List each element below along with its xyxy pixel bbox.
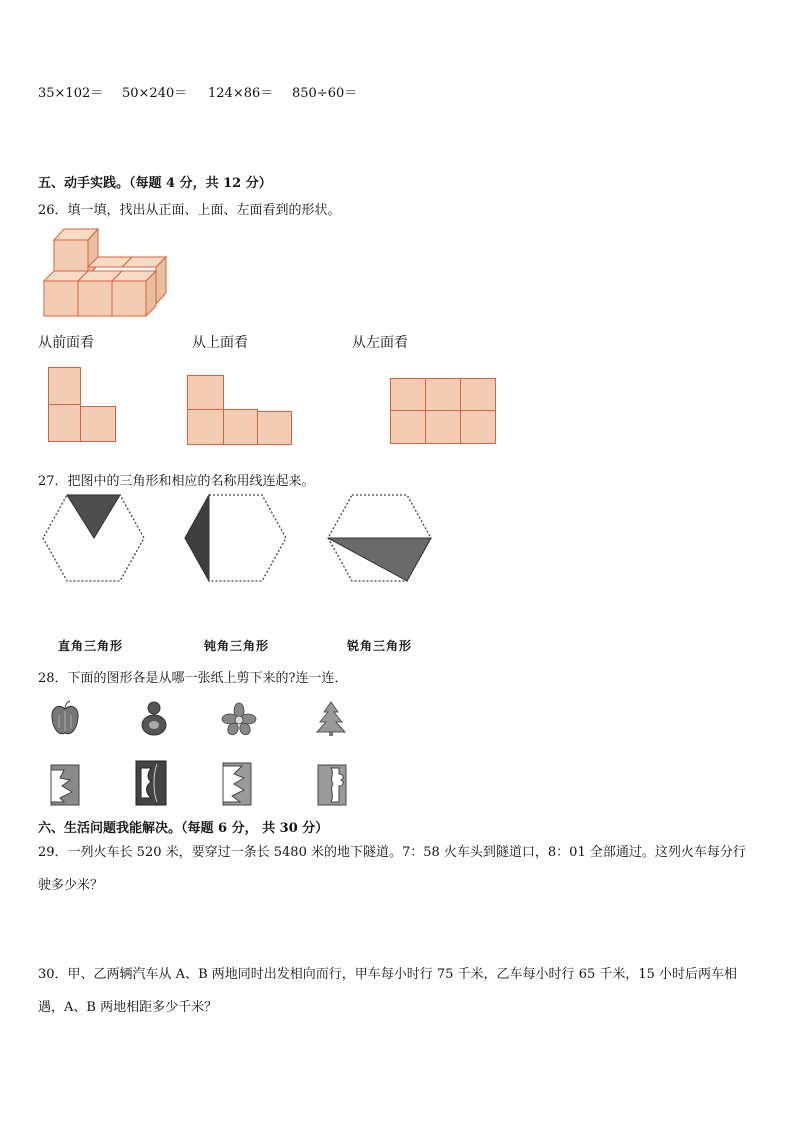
q27-text: 27．把图中的三角形和相应的名称用线连起来。 xyxy=(38,474,315,489)
label-acute-triangle: 锐角三角形 xyxy=(347,639,413,653)
label-right-triangle: 直角三角形 xyxy=(58,639,124,653)
left-view-shape xyxy=(390,378,498,446)
view-label-top: 从上面看 xyxy=(192,335,248,351)
view-label-front: 从前面看 xyxy=(38,335,94,351)
calc-item-1: 35×102＝ xyxy=(38,86,104,101)
label-obtuse-triangle: 钝角三角形 xyxy=(204,639,270,653)
section6-heading: 六、生活问题我能解决。（每题 6 分， 共 30 分） xyxy=(38,821,329,836)
top-view-shape xyxy=(187,375,295,447)
cube-stack-figure xyxy=(40,225,175,320)
q28-text: 28．下面的图形各是从哪一张纸上剪下来的?连一连． xyxy=(38,671,348,686)
paper-cut-2-icon xyxy=(135,760,167,806)
q26-text: 26．填一填，找出从正面、上面、左面看到的形状。 xyxy=(38,203,341,218)
calc-item-3: 124×86＝ xyxy=(208,86,274,101)
calc-item-2: 50×240＝ xyxy=(122,86,188,101)
calc-item-4: 850÷60＝ xyxy=(292,86,358,101)
flower-shape-icon xyxy=(222,703,256,735)
gourd-shape-icon xyxy=(139,699,169,737)
hexagon-right-triangle xyxy=(184,494,288,584)
front-view-shape xyxy=(48,367,118,444)
tree-shape-icon xyxy=(316,701,346,737)
paper-cut-1-icon xyxy=(50,764,80,806)
section5-heading: 五、动手实践。（每题 4 分，共 12 分） xyxy=(38,176,272,191)
paper-cut-3-icon xyxy=(222,762,252,806)
view-label-left: 从左面看 xyxy=(352,335,408,351)
apple-shape-icon xyxy=(50,701,80,737)
paper-cut-4-icon xyxy=(317,764,347,806)
hexagon-obtuse-triangle xyxy=(327,494,433,584)
q29-text: 29．一列火车长 520 米，要穿过一条长 5480 米的地下隧道。7：58 火车头到隧道口，8：01 全部通过。这列火车每分行驶多少米？ xyxy=(38,845,746,893)
q30-text: 30．甲、乙两辆汽车从 A、B 两地同时出发相向而行，甲车每小时行 75 千米，乙车每小时行 65 千米，15 小时后两车相遇，A、B 两地相距多少千米？ xyxy=(38,967,738,1015)
hexagon-acute-triangle xyxy=(42,494,146,584)
